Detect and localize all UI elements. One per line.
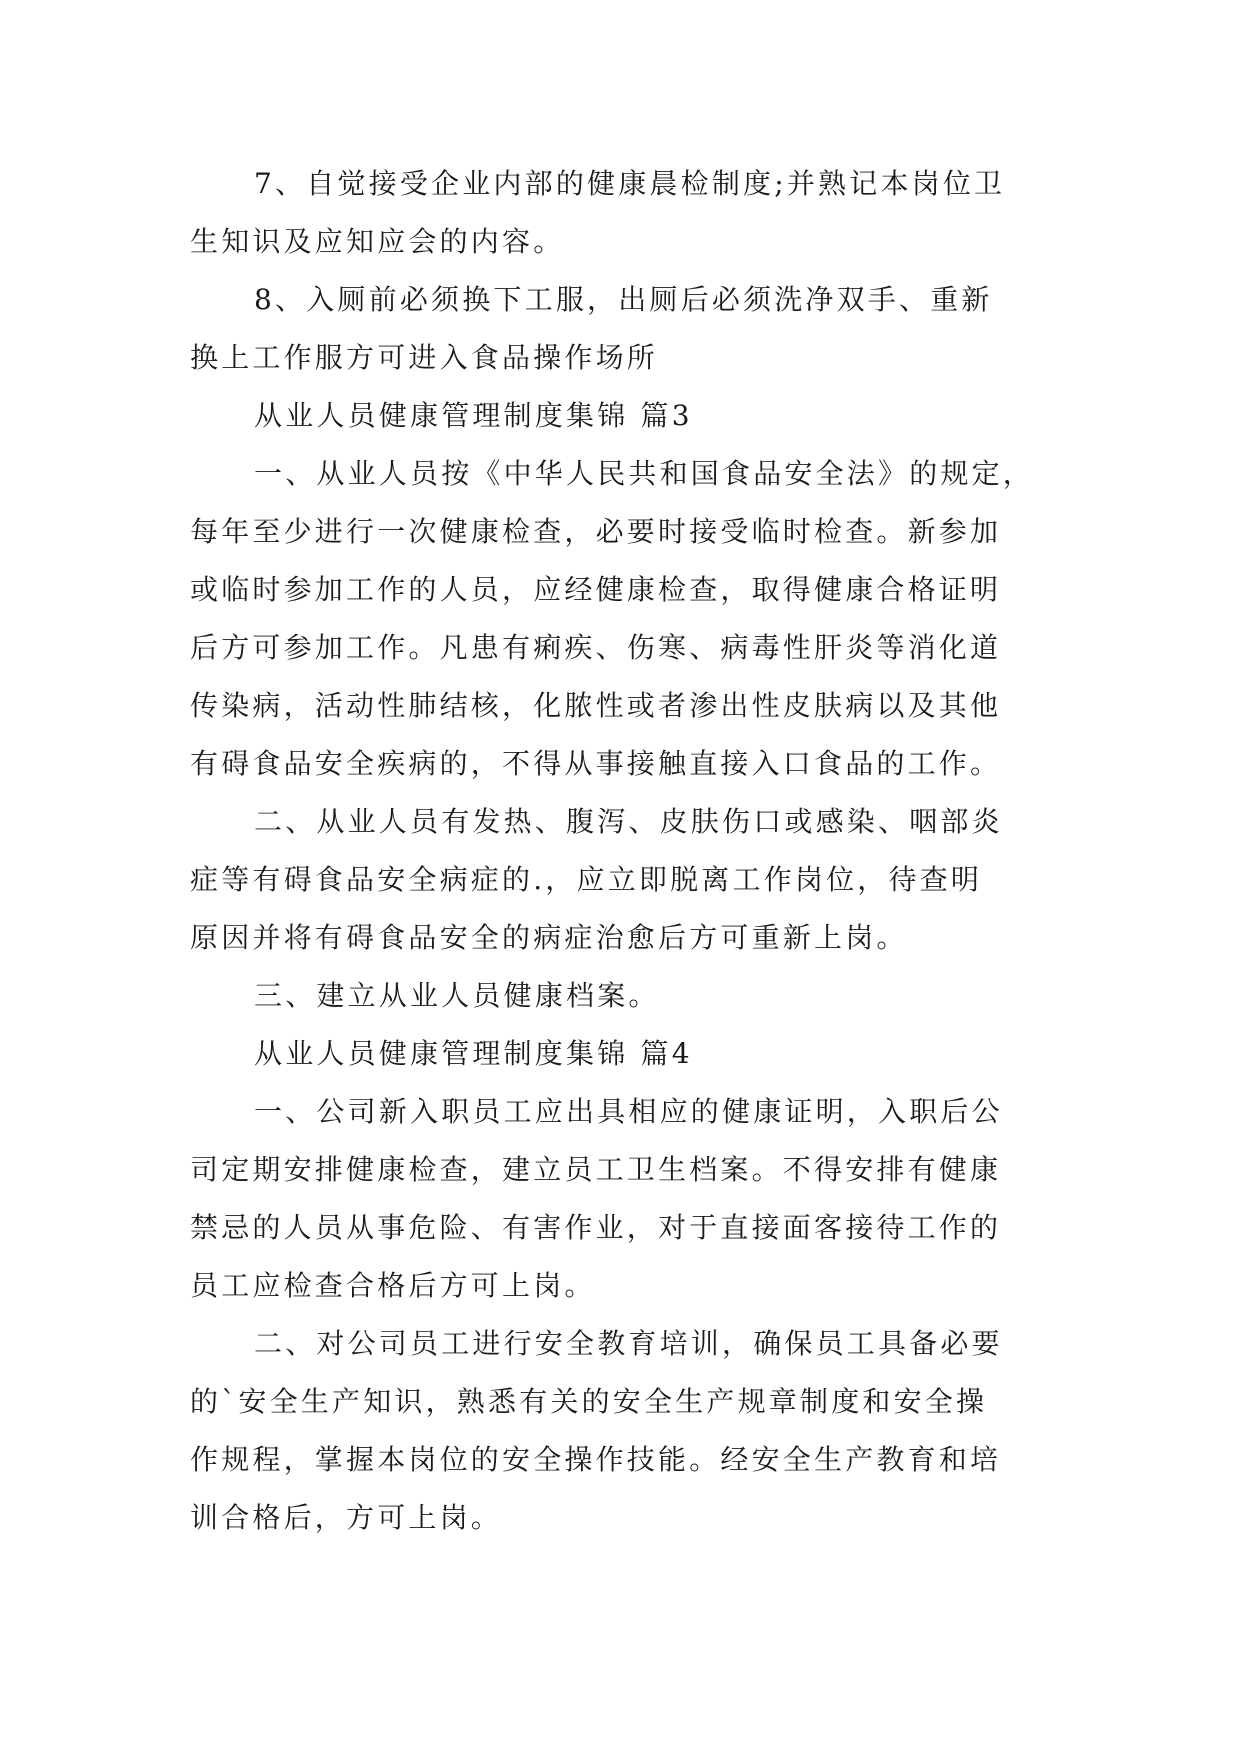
- paragraph-line: 7、自觉接受企业内部的健康晨检制度;并熟记本岗位卫: [254, 167, 1006, 200]
- paragraph-line: 禁忌的人员从事危险、有害作业，对于直接面客接待工作的: [190, 1211, 1002, 1244]
- paragraph-line: 司定期安排健康检查，建立员工卫生档案。不得安排有健康: [190, 1153, 1002, 1186]
- section-heading: 从业人员健康管理制度集锦 篇3: [254, 399, 693, 432]
- paragraph-line: 症等有碍食品安全病症的.，应立即脱离工作岗位，待查明: [190, 863, 983, 896]
- paragraph-line: 每年至少进行一次健康检查，必要时接受临时检查。新参加: [190, 515, 1002, 548]
- paragraph-line: 原因并将有碍食品安全的病症治愈后方可重新上岗。: [190, 921, 908, 954]
- paragraph-line: 后方可参加工作。凡患有痢疾、伤寒、病毒性肝炎等消化道: [190, 631, 1002, 664]
- paragraph-line: 作规程，掌握本岗位的安全操作技能。经安全生产教育和培: [190, 1443, 1002, 1476]
- paragraph-line: 三、建立从业人员健康档案。: [254, 979, 660, 1012]
- paragraph-line: 8、入厕前必须换下工服，出厕后必须洗净双手、重新: [254, 283, 993, 316]
- paragraph-line: 训合格后，方可上岗。: [190, 1501, 503, 1534]
- paragraph-line: 有碍食品安全疾病的，不得从事接触直接入口食品的工作。: [190, 747, 1002, 780]
- paragraph-line: 生知识及应知应会的内容。: [190, 225, 565, 258]
- paragraph-line: 一、公司新入职员工应出具相应的健康证明，入职后公: [254, 1095, 1003, 1128]
- paragraph-line: 的`安全生产知识，熟悉有关的安全生产规章制度和安全操: [190, 1385, 988, 1418]
- document-body: [190, 155, 1050, 1547]
- paragraph-line: 二、对公司员工进行安全教育培训，确保员工具备必要: [254, 1327, 1003, 1360]
- paragraph-line: 二、从业人员有发热、腹泻、皮肤伤口或感染、咽部炎: [254, 805, 1003, 838]
- section-heading: 从业人员健康管理制度集锦 篇4: [254, 1037, 693, 1070]
- paragraph-line: 一、从业人员按《中华人民共和国食品安全法》的规定，: [254, 457, 1035, 490]
- paragraph-line: 或临时参加工作的人员，应经健康检查，取得健康合格证明: [190, 573, 1002, 606]
- paragraph-line: 传染病，活动性肺结核，化脓性或者渗出性皮肤病以及其他: [190, 689, 1002, 722]
- paragraph-line: 员工应检查合格后方可上岗。: [190, 1269, 596, 1302]
- paragraph-line: 换上工作服方可进入食品操作场所: [190, 341, 659, 374]
